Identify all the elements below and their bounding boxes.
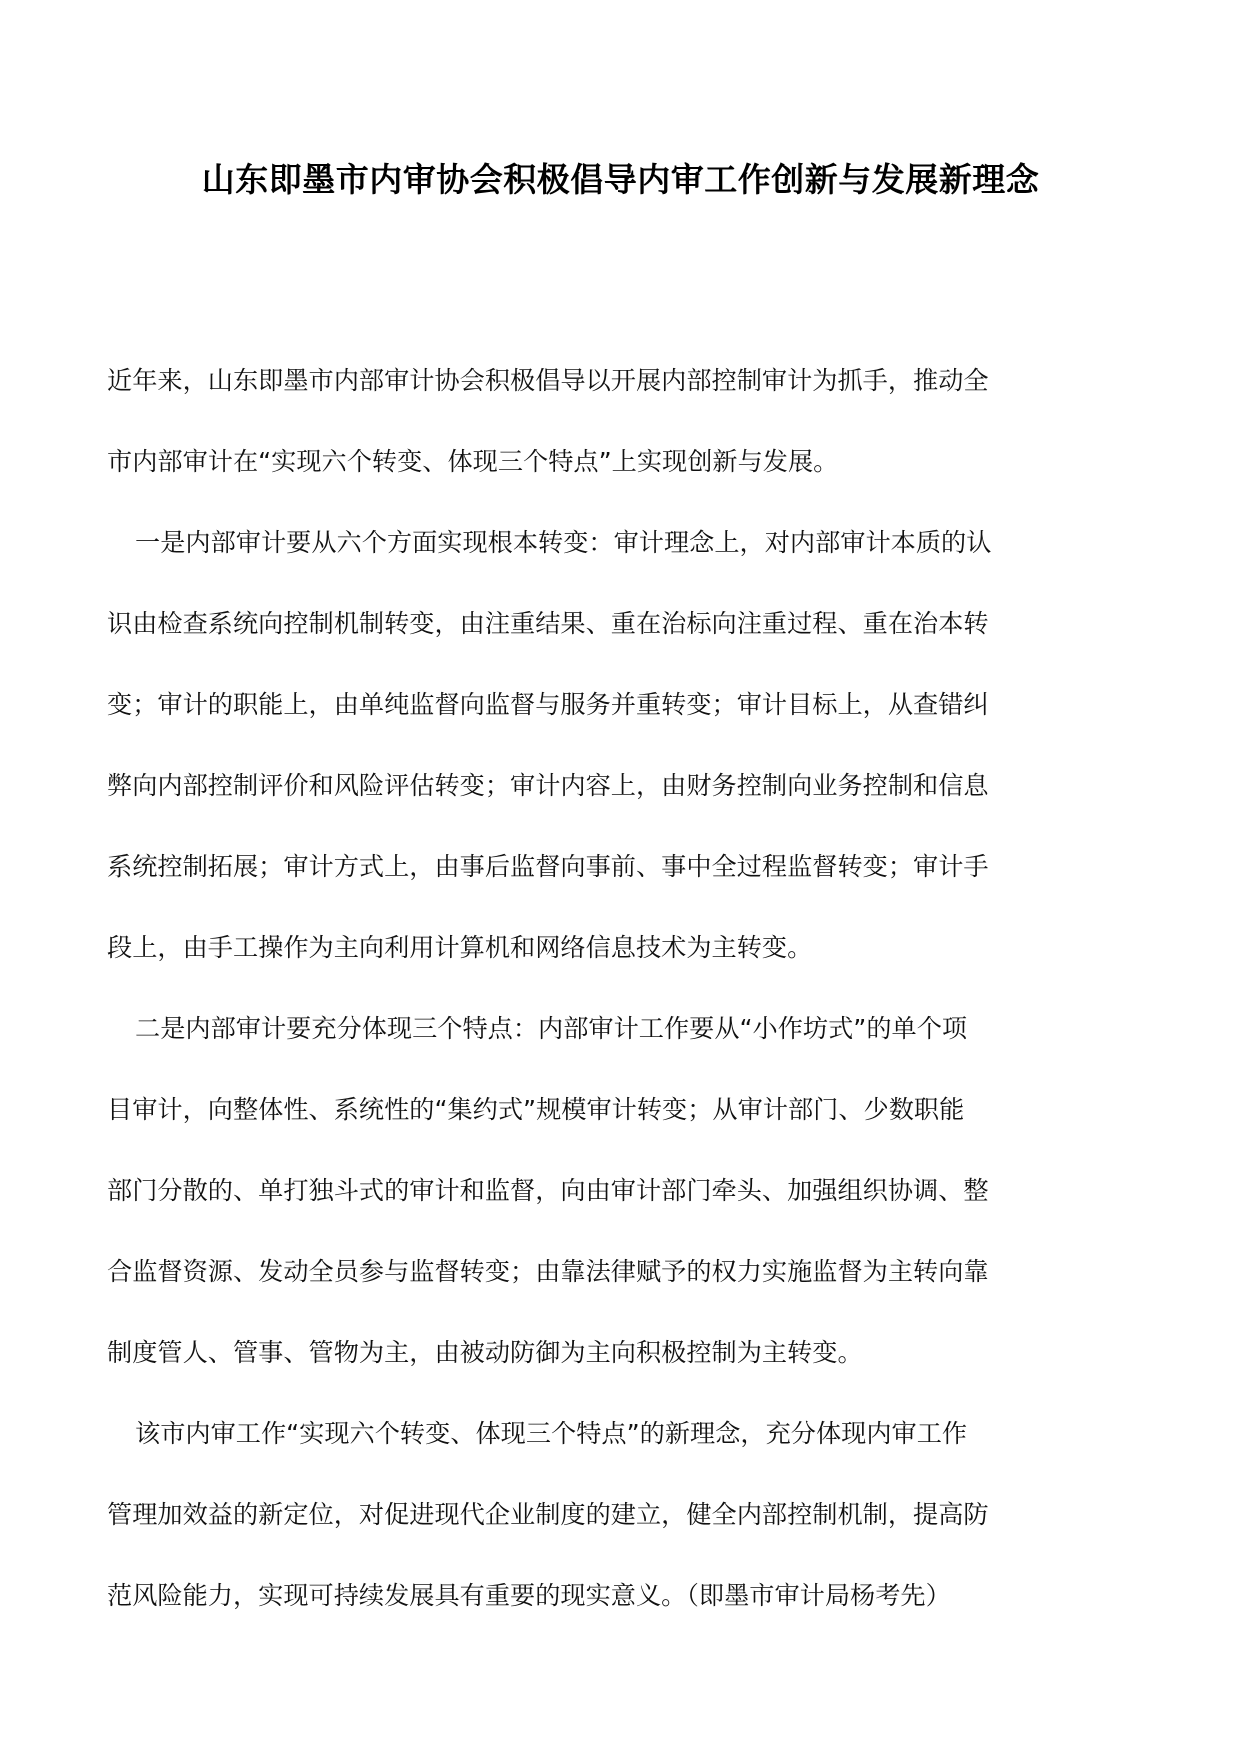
paragraph-line: 一是内部审计要从六个方面实现根本转变：审计理念上，对内部审计本质的认 [135,528,992,557]
paragraph-intro [107,340,1137,502]
paragraph-line: 管理加效益的新定位，对促进现代企业制度的建立，健全内部控制机制，提高防 [107,1500,989,1529]
paragraph-three-features [107,988,1137,1393]
paragraph-line: 部门分散的、单打独斗式的审计和监督，向由审计部门牵头、加强组织协调、整 [107,1176,989,1205]
paragraph-line: 变；审计的职能上，由单纯监督向监督与服务并重转变；审计目标上，从查错纠 [107,690,989,719]
paragraph-six-transformations [107,502,1137,988]
paragraph-line: 识由检查系统向控制机制转变，由注重结果、重在治标向注重过程、重在治本转 [107,609,989,638]
paragraph-line: 该市内审工作“实现六个转变、体现三个特点”的新理念，充分体现内审工作 [135,1419,968,1448]
paragraph-line: 目审计，向整体性、系统性的“集约式”规模审计转变；从审计部门、少数职能 [107,1095,965,1124]
paragraph-line: 合监督资源、发动全员参与监督转变；由靠法律赋予的权力实施监督为主转向靠 [107,1257,989,1286]
paragraph-line: 弊向内部控制评价和风险评估转变；审计内容上，由财务控制向业务控制和信息 [107,771,989,800]
document-body [107,340,1137,1636]
paragraph-line: 段上，由手工操作为主向利用计算机和网络信息技术为主转变。 [107,933,813,962]
paragraph-line: 二是内部审计要充分体现三个特点：内部审计工作要从“小作坊式”的单个项 [135,1014,968,1043]
document-title: 山东即墨市内审协会积极倡导内审工作创新与发展新理念 [201,160,1040,199]
paragraph-conclusion [107,1393,1137,1636]
paragraph-line: 市内部审计在“实现六个转变、体现三个特点”上实现创新与发展。 [107,447,839,476]
paragraph-line: 范风险能力，实现可持续发展具有重要的现实意义。（即墨市审计局杨考先） [107,1581,951,1610]
paragraph-line: 近年来，山东即墨市内部审计协会积极倡导以开展内部控制审计为抓手，推动全 [107,366,989,395]
paragraph-line: 制度管人、管事、管物为主，由被动防御为主向积极控制为主转变。 [107,1338,863,1367]
paragraph-line: 系统控制拓展；审计方式上，由事后监督向事前、事中全过程监督转变；审计手 [107,852,989,881]
